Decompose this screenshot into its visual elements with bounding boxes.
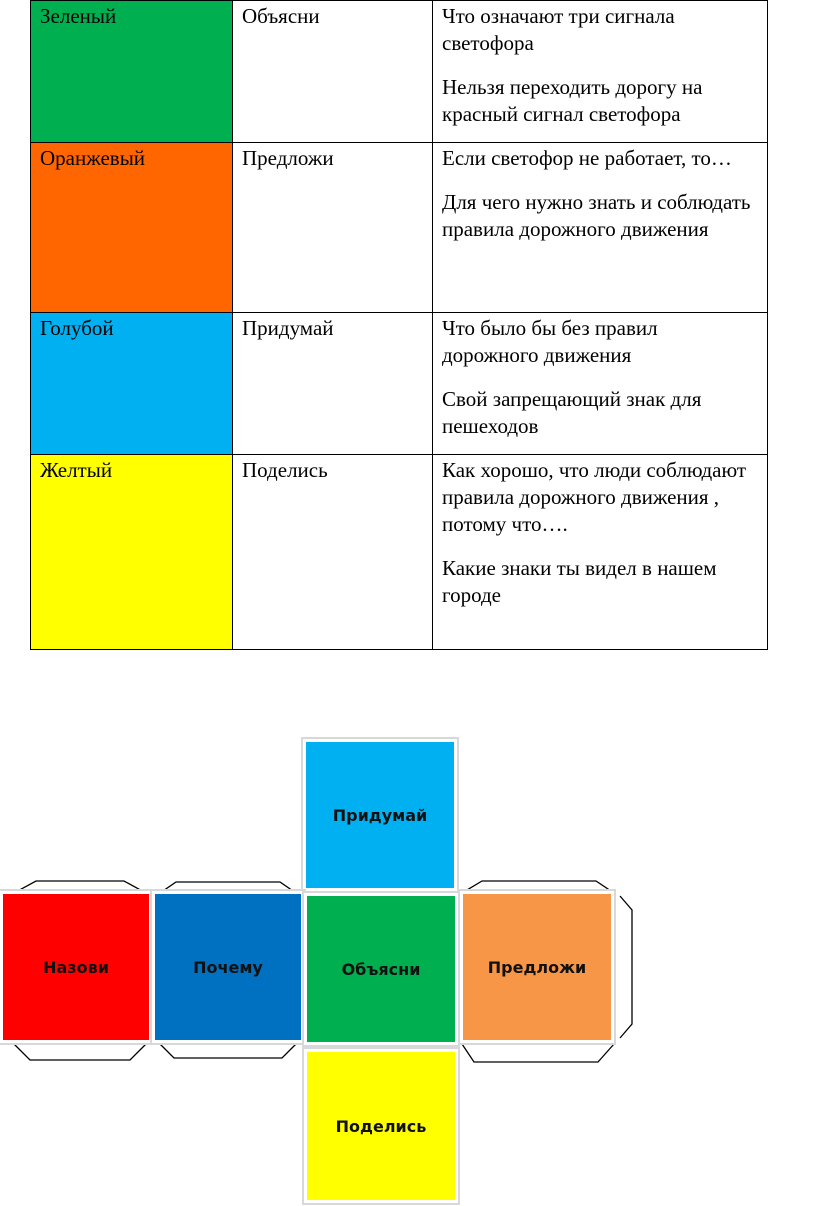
action-cell — [233, 143, 433, 313]
action-label: Предложи — [242, 146, 334, 170]
color-cell — [31, 1, 233, 143]
questions-cell — [433, 455, 768, 650]
cube-face-bottom — [307, 1052, 455, 1200]
color-name: Зеленый — [40, 4, 117, 28]
table-row — [31, 1, 768, 143]
table-row — [31, 143, 768, 313]
table-row — [31, 313, 768, 455]
color-cell — [31, 143, 233, 313]
question-text: Если светофор не работает, то… — [442, 146, 732, 170]
glue-tab — [620, 896, 632, 1038]
glue-tab — [160, 882, 296, 893]
action-cell — [233, 455, 433, 650]
color-name: Оранжевый — [40, 146, 146, 170]
glue-tab — [462, 1044, 614, 1062]
question-text: Как хорошо, что люди соблюдают правила дорожного движения , потому что…. — [442, 458, 747, 536]
color-cell — [31, 313, 233, 455]
table-row — [31, 455, 768, 650]
cube-face-left2 — [155, 894, 301, 1040]
face-label: Почему — [193, 957, 263, 977]
cube-face-left1 — [3, 894, 149, 1040]
question-text: Какие знаки ты видел в нашем городе — [442, 556, 717, 607]
face-label: Назови — [43, 957, 109, 977]
action-label: Поделись — [242, 458, 328, 482]
questions-cell — [433, 143, 768, 313]
question-text: Что означают три сигнала светофора — [442, 4, 675, 55]
face-label: Придумай — [332, 805, 428, 825]
questions-cell — [433, 313, 768, 455]
action-label: Придумай — [242, 316, 334, 340]
glue-tab — [14, 881, 146, 893]
question-text: Что было бы без правил дорожного движения — [442, 316, 658, 367]
action-label: Объясни — [242, 4, 320, 28]
questions-cell — [433, 1, 768, 143]
color-cell — [31, 455, 233, 650]
color-name: Голубой — [40, 316, 114, 340]
cube-face-right — [463, 894, 611, 1040]
question-text: Для чего нужно знать и соблюдать правила дорожного движения — [442, 190, 751, 241]
question-text: Свой запрещающий знак для пешеходов — [442, 387, 702, 438]
glue-tab — [14, 1044, 146, 1060]
glue-tab — [462, 881, 614, 893]
face-label: Объясни — [341, 959, 421, 979]
cube-face-center — [307, 896, 455, 1042]
face-label: Предложи — [487, 957, 587, 977]
action-cell — [233, 1, 433, 143]
action-cell — [233, 313, 433, 455]
question-text: Нельзя переходить дорогу на красный сигнал светофора — [442, 75, 703, 126]
glue-tab — [160, 1044, 296, 1058]
face-label: Поделись — [335, 1116, 427, 1136]
color-task-table — [30, 0, 768, 650]
cube-face-top — [306, 742, 454, 888]
color-name: Желтый — [40, 458, 113, 482]
